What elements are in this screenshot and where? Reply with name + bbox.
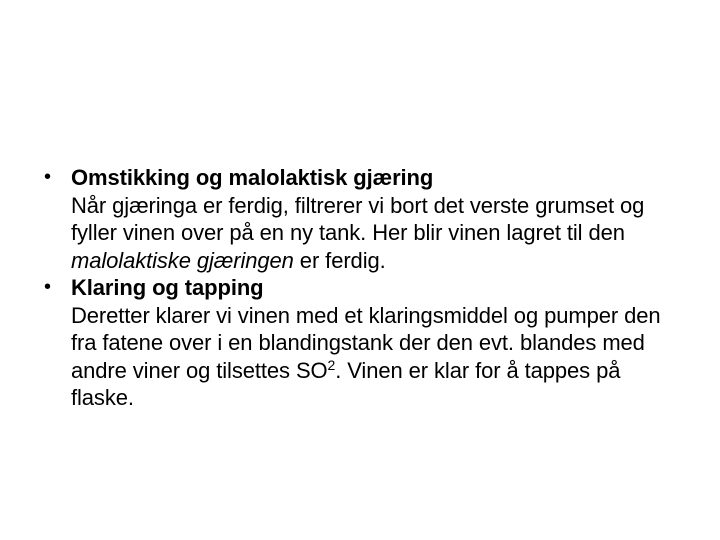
bullet-body [71,302,684,412]
bullet-heading: Omstikking og malolaktisk gjæring [71,165,434,190]
bullet-body-text: Når gjæringa er ferdig, filtrerer vi bort det verste grumset og fyller vinen over på en ny tank. Her blir vinen lagret til den [71,192,645,245]
bullet-body-superscript: 2 [327,356,336,373]
bullet-body-text-end: er ferdig. [293,247,386,273]
bullet-body-text: Deretter klarer vi vinen med et klaringsmiddel og pumper den fra fatene over i en blandingstank der den evt. blandes med andre viner og tilsettes SO [71,302,661,383]
bullet-heading: Klaring og tapping [71,275,264,300]
bullet-marker: • [44,276,51,298]
bullet-item-klaring [44,274,684,412]
bullet-body-text-end: . Vinen er klar for å tappes på flaske. [71,357,621,410]
bullet-list [44,164,684,412]
bullet-body [71,192,684,275]
bullet-body-italic: malolaktiske gjæringen [71,247,294,273]
bullet-item-omstikking [44,164,684,274]
bullet-marker: • [44,166,51,188]
